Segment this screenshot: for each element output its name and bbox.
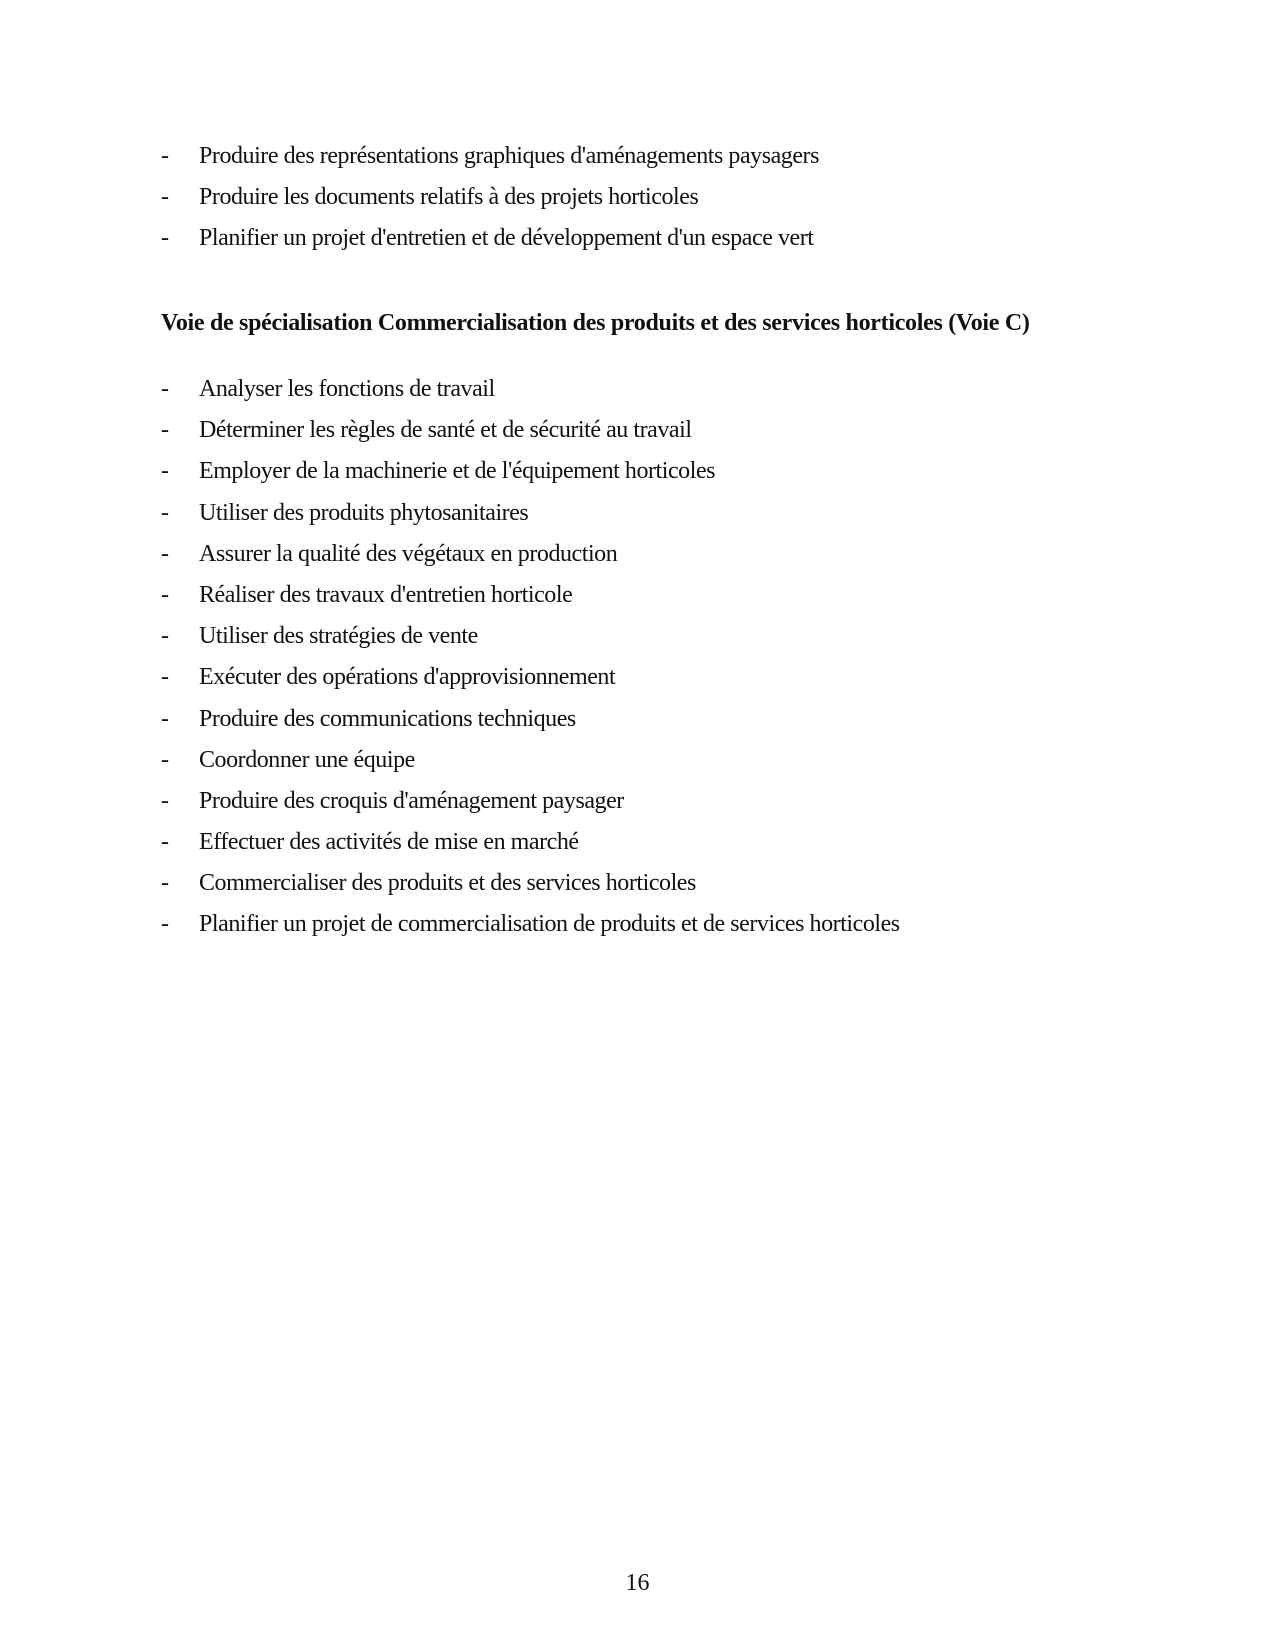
list-item-text: Assurer la qualité des végétaux en production [199,540,618,567]
list-item-text: Commercialiser des produits et des services horticoles [199,870,696,897]
list-bullet: - [161,705,169,732]
list-item [161,451,900,492]
list-item [161,863,900,904]
competency-list-voie-c [161,369,900,946]
list-bullet: - [161,787,169,814]
list-item [161,534,900,575]
list-bullet: - [161,581,169,608]
list-item [161,657,900,698]
list-item [161,575,900,616]
list-item [161,904,900,945]
list-item-text: Produire des communications techniques [199,705,576,732]
list-bullet: - [161,870,169,897]
list-item-text: Utiliser des stratégies de vente [199,623,478,650]
list-item [161,218,819,259]
list-item-text: Planifier un projet d'entretien et de développement d'un espace vert [199,225,814,251]
list-bullet: - [161,746,169,773]
list-bullet: - [161,376,169,402]
list-item [161,781,900,822]
list-item-text: Produire des croquis d'aménagement paysager [199,787,624,814]
list-bullet: - [161,829,169,856]
list-item-text: Employer de la machinerie et de l'équipement horticoles [199,458,716,485]
list-item-text: Déterminer les règles de santé et de sécurité au travail [199,417,692,444]
list-item [161,493,900,534]
list-item-text: Réaliser des travaux d'entretien horticole [199,581,573,608]
list-bullet: - [161,143,169,169]
list-bullet: - [161,540,169,567]
list-item [161,616,900,657]
competency-list-continued [161,136,819,259]
list-item [161,136,819,177]
list-item-text: Produire des représentations graphiques d'aménagements paysagers [199,143,819,169]
list-item-text: Effectuer des activités de mise en marché [199,829,579,856]
list-bullet: - [161,184,169,210]
list-bullet: - [161,417,169,444]
page-number: 16 [625,1570,650,1596]
list-item-text: Produire les documents relatifs à des projets horticoles [199,184,699,210]
list-item [161,410,900,451]
list-bullet: - [161,225,169,251]
list-item [161,699,900,740]
list-bullet: - [161,499,169,526]
list-item-text: Planifier un projet de commercialisation de produits et de services horticoles [199,911,900,938]
list-bullet: - [161,623,169,650]
section-heading-voie-c: Voie de spécialisation Commercialisation des produits et des services horticoles (Voie C) [161,310,1030,336]
list-bullet: - [161,664,169,691]
list-bullet: - [161,458,169,485]
list-bullet: - [161,911,169,938]
list-item [161,822,900,863]
list-item-text: Analyser les fonctions de travail [199,376,495,402]
list-item-text: Utiliser des produits phytosanitaires [199,499,529,526]
list-item [161,177,819,218]
list-item-text: Exécuter des opérations d'approvisionnement [199,664,616,691]
list-item-text: Coordonner une équipe [199,746,415,773]
list-item [161,369,900,410]
list-item [161,740,900,781]
